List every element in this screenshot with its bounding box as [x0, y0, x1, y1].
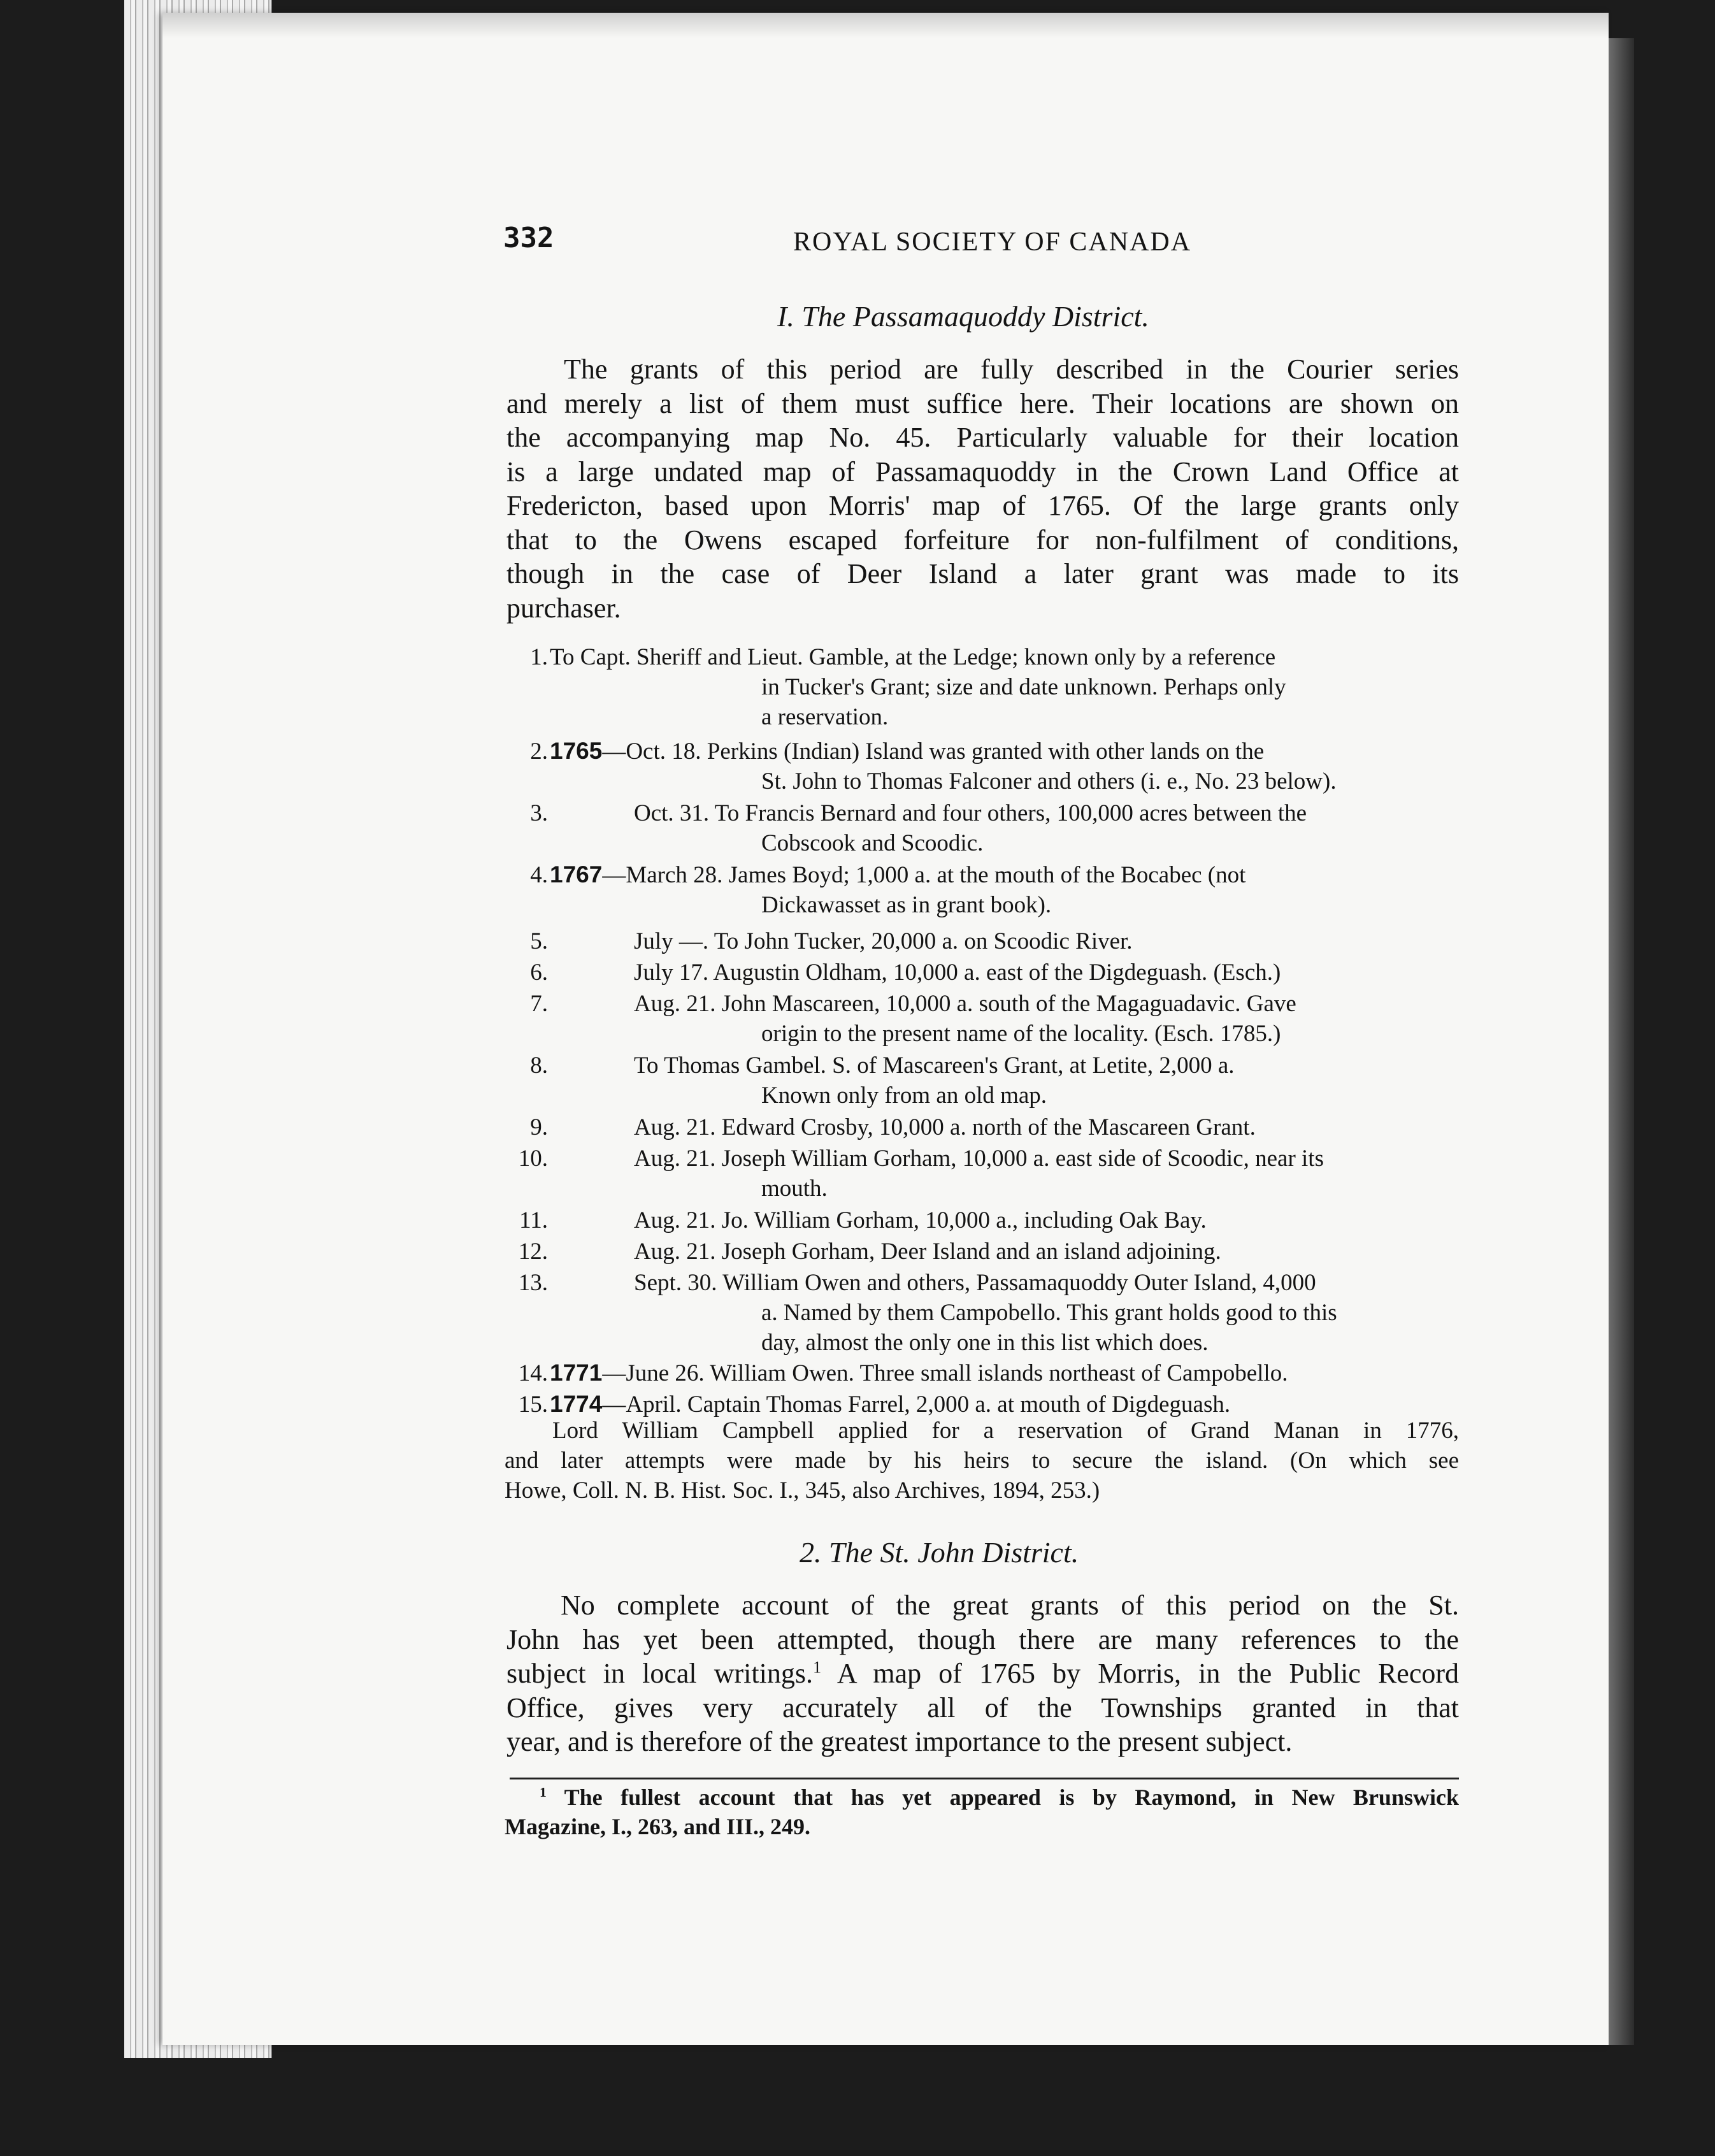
grant-first-line: [634, 1207, 1207, 1234]
footnote: [505, 1783, 1459, 1841]
footnote-text: The fullest account that has yet appeared is by Raymond, in New Brunswick: [564, 1785, 1459, 1810]
paragraph-line: is a large undated map of Passamaquoddy in the Crown Land Office at: [506, 456, 1459, 487]
grant-date: Oct. 31.: [634, 800, 710, 826]
grant-number: 13.: [518, 1270, 548, 1296]
grant-date: —April.: [602, 1391, 682, 1418]
grant-date: Aug. 21.: [634, 1239, 716, 1265]
grant-text: To Capt. Sheriff and Lieut. Gamble, at the Ledge; known only by a reference: [550, 644, 1276, 670]
footnote-marker: 1: [540, 1785, 547, 1800]
grant-year: 1774: [550, 1391, 603, 1417]
section-title-passamaquoddy: I. The Passamaquoddy District.: [777, 300, 1149, 333]
grant-continuation-line: mouth.: [761, 1175, 828, 1202]
page-number: 332: [503, 222, 554, 254]
grant-date: Aug. 21.: [634, 1207, 716, 1233]
grant-first-line: [634, 800, 1307, 827]
grant-continuation-line: origin to the present name of the locality. (Esch. 1785.): [761, 1021, 1281, 1047]
grant-first-line: [634, 1114, 1256, 1141]
paragraph-line: though in the case of Deer Island a later grant was made to its: [506, 558, 1459, 589]
grant-date: July —.: [634, 928, 709, 954]
grant-first-line: [634, 1052, 1235, 1079]
grant-first-line: [550, 1391, 1230, 1418]
grant-date: —June 26.: [602, 1360, 705, 1386]
grant-text: Joseph William Gorham, 10,000 a. east side of Scoodic, near its: [721, 1146, 1324, 1172]
grant-number: 4.: [530, 862, 548, 888]
grant-number: 8.: [530, 1053, 548, 1079]
grant-number: 12.: [518, 1239, 548, 1265]
campbell-note: [505, 1416, 1459, 1506]
footnote-reference: 1: [812, 1657, 822, 1677]
grant-continuation-line: Known only from an old map.: [761, 1082, 1047, 1109]
paragraph-line: the accompanying map No. 45. Particularly valuable for their location: [506, 422, 1459, 453]
section-1-paragraph: [506, 352, 1459, 625]
running-head: ROYAL SOCIETY OF CANADA: [793, 227, 1192, 257]
grant-text: James Boyd; 1,000 a. at the mouth of the Bocabec (not: [728, 862, 1246, 888]
note-line: Howe, Coll. N. B. Hist. Soc. I., 345, also Archives, 1894, 253.): [505, 1477, 1100, 1504]
grant-date: Aug. 21.: [634, 1146, 716, 1172]
grant-number: 14.: [518, 1360, 548, 1386]
grant-first-line: [634, 1238, 1221, 1265]
paragraph-line: year, and is therefore of the greatest importance to the present subject.: [506, 1726, 1293, 1757]
paragraph-text: subject in local writings.: [506, 1658, 813, 1689]
grant-number: 11.: [519, 1207, 548, 1233]
grant-text: Jo. William Gorham, 10,000 a., including Oak Bay.: [721, 1207, 1207, 1233]
grant-text: Edward Crosby, 10,000 a. north of the Mascareen Grant.: [721, 1114, 1256, 1140]
grant-first-line: [550, 643, 1275, 671]
footnote-line: Magazine, I., 263, and III., 249.: [505, 1814, 811, 1839]
paragraph-line: purchaser.: [506, 592, 621, 624]
footnote-line: [505, 1783, 1459, 1812]
grant-continuation-line: St. John to Thomas Falconer and others (i. e., No. 23 below).: [761, 768, 1337, 794]
grant-text: Captain Thomas Farrel, 2,000 a. at mouth of Digdeguash.: [687, 1391, 1231, 1418]
section-2-paragraph: [506, 1588, 1459, 1759]
grant-first-line: [550, 738, 1264, 765]
grant-first-line: [550, 1360, 1288, 1387]
grant-number: 9.: [530, 1114, 548, 1140]
paragraph-line: [506, 1657, 1459, 1691]
grant-text: Perkins (Indian) Island was granted with other lands on the: [707, 738, 1265, 765]
grant-first-line: [634, 928, 1133, 955]
paragraph-line: Office, gives very accurately all of the Townships granted in that: [506, 1692, 1459, 1723]
grant-date: —March 28.: [602, 862, 723, 888]
grant-text: William Owen. Three small islands northeast of Campobello.: [710, 1360, 1288, 1386]
grant-number: 5.: [530, 928, 548, 954]
grant-number: 7.: [530, 991, 548, 1017]
footnote-rule: [510, 1778, 1459, 1779]
grant-text: John Mascareen, 10,000 a. south of the Magaguadavic. Gave: [721, 991, 1296, 1017]
note-line: Lord William Campbell applied for a reservation of Grand Manan in 1776,: [552, 1418, 1459, 1444]
grant-number: 2.: [530, 738, 548, 765]
grant-number: 15.: [518, 1391, 548, 1418]
grant-first-line: [634, 990, 1296, 1017]
grant-text: To Francis Bernard and four others, 100,000 acres between the: [714, 800, 1307, 826]
grant-continuation-line: Dickawasset as in grant book).: [761, 892, 1052, 918]
paragraph-line: John has yet been attempted, though there are many references to the: [506, 1623, 1459, 1655]
page-top-shadow: [162, 13, 1609, 38]
grant-first-line: [634, 959, 1281, 986]
paragraph-line: that to the Owens escaped forfeiture for non-fulfilment of conditions,: [506, 524, 1459, 556]
grant-number: 6.: [530, 959, 548, 986]
section-title-st-john: 2. The St. John District.: [800, 1536, 1079, 1569]
grant-continuation-line: a reservation.: [761, 704, 889, 730]
grant-date: Aug. 21.: [634, 991, 716, 1017]
note-line: and later attempts were made by his heirs to secure the island. (On which see: [505, 1448, 1459, 1474]
grant-continuation-line: in Tucker's Grant; size and date unknown. Perhaps only: [761, 674, 1286, 700]
paragraph-line: The grants of this period are fully described in the Courier series: [564, 354, 1459, 385]
grant-continuation-line: Cobscook and Scoodic.: [761, 830, 984, 856]
grant-date: Sept. 30.: [634, 1270, 717, 1296]
grant-year: 1765: [550, 738, 603, 764]
grant-year: 1767: [550, 861, 603, 888]
grant-text: To Thomas Gambel. S. of Mascareen's Grant, at Letite, 2,000 a.: [634, 1053, 1235, 1079]
grant-number: 1.: [530, 644, 548, 670]
grant-year: 1771: [550, 1360, 603, 1386]
grant-date: July 17.: [634, 959, 709, 986]
grant-first-line: [550, 861, 1245, 889]
paragraph-line: and merely a list of them must suffice here. Their locations are shown on: [506, 387, 1459, 419]
grant-first-line: [634, 1269, 1316, 1297]
grant-text: To John Tucker, 20,000 a. on Scoodic River.: [714, 928, 1133, 954]
grant-text: William Owen and others, Passamaquoddy Outer Island, 4,000: [722, 1270, 1316, 1296]
grant-text: Joseph Gorham, Deer Island and an island adjoining.: [721, 1239, 1221, 1265]
paragraph-line: No complete account of the great grants of this period on the St.: [561, 1590, 1459, 1621]
book-right-edge: [1609, 38, 1634, 2045]
grant-text: Augustin Oldham, 10,000 a. east of the Digdeguash. (Esch.): [713, 959, 1281, 986]
grant-date: Aug. 21.: [634, 1114, 716, 1140]
paragraph-text: A map of 1765 by Morris, in the Public Record: [836, 1658, 1460, 1689]
grant-first-line: [634, 1145, 1324, 1172]
grant-continuation-line: a. Named by them Campobello. This grant holds good to this: [761, 1300, 1337, 1326]
grant-continuation-line: day, almost the only one in this list which does.: [761, 1330, 1209, 1356]
grant-number: 3.: [530, 800, 548, 826]
grant-number: 10.: [518, 1146, 548, 1172]
paragraph-line: Fredericton, based upon Morris' map of 1765. Of the large grants only: [506, 490, 1459, 521]
grant-date: —Oct. 18.: [602, 738, 701, 765]
